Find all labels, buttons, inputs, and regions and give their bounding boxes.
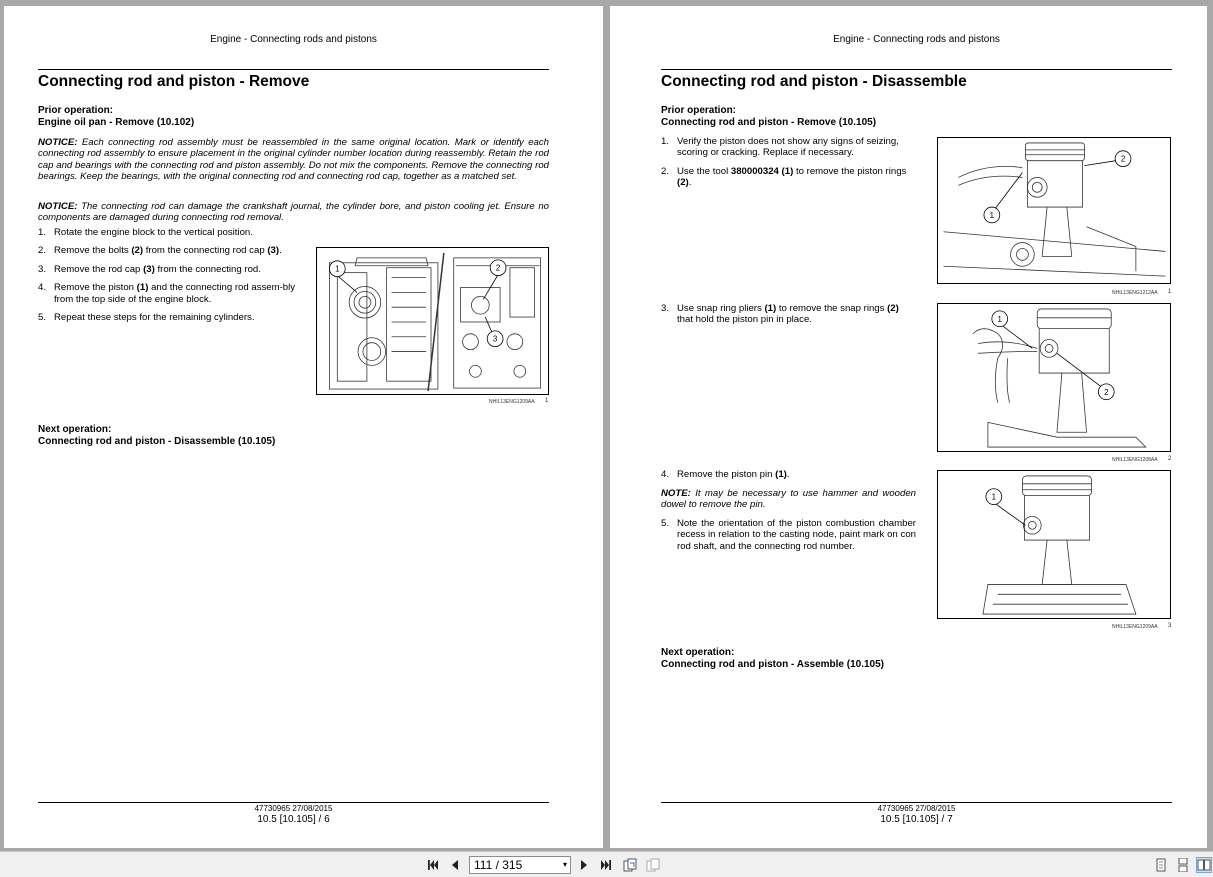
- prev-page-icon[interactable]: [447, 857, 463, 873]
- step-list: [661, 303, 916, 333]
- last-page-icon[interactable]: [598, 857, 614, 873]
- note-label: NOTE:: [661, 488, 691, 499]
- prior-operation-link[interactable]: Engine oil pan - Remove (10.102): [38, 116, 195, 128]
- engine-block-illustration: [317, 248, 548, 394]
- next-page-icon[interactable]: [576, 857, 592, 873]
- figure-number: 1: [545, 398, 549, 404]
- step-item: 4. Remove the piston pin (1).: [661, 469, 790, 480]
- step-item: 1. Verify the piston does not show any signs of seizing, scoring or cracking. Replace if necessary.: [661, 136, 899, 159]
- figure-piston-pin: [937, 470, 1171, 619]
- notice-text: The connecting rod can damage the crankshaft journal, the cylinder bore, and piston cooling jet. Ensure no components are damaged during connecting rod removal.: [38, 201, 549, 224]
- step-item: 5. Repeat these steps for the remaining cylinders.: [38, 312, 255, 324]
- rotate-icon[interactable]: [645, 857, 661, 873]
- prior-operation: [38, 105, 194, 128]
- callout-1: 1: [989, 210, 995, 220]
- footer-page-ref: 10.5 [10.105] / 6: [257, 814, 330, 825]
- document-page-right: [610, 6, 1207, 848]
- step-list: [661, 469, 916, 487]
- figure-number: 1: [1168, 289, 1172, 295]
- snap-ring-illustration: [938, 304, 1170, 451]
- callout-1: 1: [335, 264, 340, 274]
- step-list: [38, 227, 296, 330]
- footer-doc-id: 47730965 27/08/2015: [877, 804, 956, 813]
- page-dropdown-icon[interactable]: ▾: [562, 860, 567, 869]
- notice-paragraph: [38, 201, 549, 224]
- next-operation-label: Next operation:: [38, 424, 112, 435]
- figure-number: 3: [1168, 623, 1172, 629]
- figure-number: 2: [1168, 456, 1172, 462]
- piston-rings-illustration: [938, 138, 1170, 283]
- next-operation-link[interactable]: Connecting rod and piston - Disassemble (10.105): [38, 435, 276, 447]
- callout-3: 3: [492, 334, 498, 344]
- first-page-icon[interactable]: [425, 857, 441, 873]
- notice-paragraph: [38, 137, 549, 183]
- step-item: 2. Remove the bolts (2) from the connecting rod cap (3).: [38, 245, 282, 257]
- figure-caption: NHIL13ENG1209AA: [489, 399, 535, 405]
- step-item: 1. Rotate the engine block to the vertical position.: [38, 227, 253, 238]
- step-item: 3. Use snap ring pliers (1) to remove the snap rings (2) that hold the piston pin in place.: [661, 303, 899, 326]
- page-footer: [38, 804, 549, 825]
- figure-engine-block: [316, 247, 549, 395]
- note-paragraph: [661, 488, 916, 511]
- section-title: Connecting rod and piston - Remove: [38, 73, 310, 90]
- footer-rule: [661, 802, 1172, 803]
- figure-snap-ring-pliers: [937, 303, 1171, 452]
- page-header: Engine - Connecting rods and pistons: [210, 34, 377, 45]
- next-operation-link[interactable]: Connecting rod and piston - Assemble (10.105): [661, 658, 884, 670]
- figure-piston-rings: [937, 137, 1171, 284]
- next-operation: [661, 647, 884, 670]
- step-item: 5. Note the orientation of the piston combustion chamber recess in relation to the casting node, paint mark on con rod shaft, and the connecting rod number.: [661, 518, 916, 552]
- callout-1: 1: [997, 314, 1002, 324]
- callout-2: 2: [495, 263, 501, 273]
- footer-page-ref: 10.5 [10.105] / 7: [880, 814, 953, 825]
- single-page-icon[interactable]: [1153, 857, 1169, 873]
- prior-operation-label: Prior operation:: [661, 105, 737, 116]
- figure-caption: NHIL13ENG1208AA: [1112, 457, 1158, 463]
- step-item: 4. Remove the piston (1) and the connecting rod assem-bly from the top side of the engine block.: [38, 282, 296, 305]
- section-title: Connecting rod and piston - Disassemble: [661, 73, 967, 90]
- step-list: [661, 518, 916, 559]
- figure-caption: NHIL13ENG1209AA: [1112, 624, 1158, 630]
- note-text: It may be necessary to use hammer and wooden dowel to remove the pin.: [661, 488, 916, 511]
- step-item: 3. Remove the rod cap (3) from the connecting rod.: [38, 263, 261, 275]
- callout-1: 1: [991, 492, 997, 502]
- document-page-left: [4, 6, 603, 848]
- page-number-input[interactable]: 111 / 315 ▾: [469, 856, 571, 874]
- next-operation: [38, 424, 275, 447]
- callout-2: 2: [1120, 154, 1126, 164]
- viewer-toolbar: [0, 851, 1213, 877]
- prior-operation: [661, 105, 876, 128]
- step-item: 2. Use the tool 380000324 (1) to remove the piston rings (2).: [661, 165, 907, 189]
- footer-rule: [38, 802, 549, 803]
- prior-operation-label: Prior operation:: [38, 105, 114, 116]
- page-header: Engine - Connecting rods and pistons: [833, 34, 1000, 45]
- header-rule: [661, 69, 1172, 70]
- fit-page-icon[interactable]: [622, 857, 638, 873]
- piston-pin-illustration: [938, 471, 1170, 618]
- page-footer: [661, 804, 1172, 825]
- step-list: [661, 136, 916, 196]
- header-rule: [38, 69, 549, 70]
- continuous-page-icon[interactable]: [1175, 857, 1191, 873]
- notice-text: Each connecting rod assembly must be reassembled in the same original location. Mark or identify each connecting rod assembly to ensure placement in the original cylinder number location during reassembly. Retain the rod cap and bearings with the connecting rod and piston assembly. Do not mix the components. Remove the connecting rod bearings. Keep the bearings, with the original connecting rod and connecting rod cap, together as a matched set.: [38, 137, 549, 183]
- notice-label: NOTICE:: [38, 137, 78, 148]
- callout-2: 2: [1104, 387, 1109, 397]
- figure-caption: NHIL13ENG1212AA: [1112, 290, 1158, 296]
- next-operation-label: Next operation:: [661, 647, 735, 658]
- footer-doc-id: 47730965 27/08/2015: [254, 804, 333, 813]
- prior-operation-link[interactable]: Connecting rod and piston - Remove (10.105): [661, 116, 877, 128]
- notice-label: NOTICE:: [38, 201, 78, 212]
- facing-pages-icon[interactable]: [1196, 857, 1212, 873]
